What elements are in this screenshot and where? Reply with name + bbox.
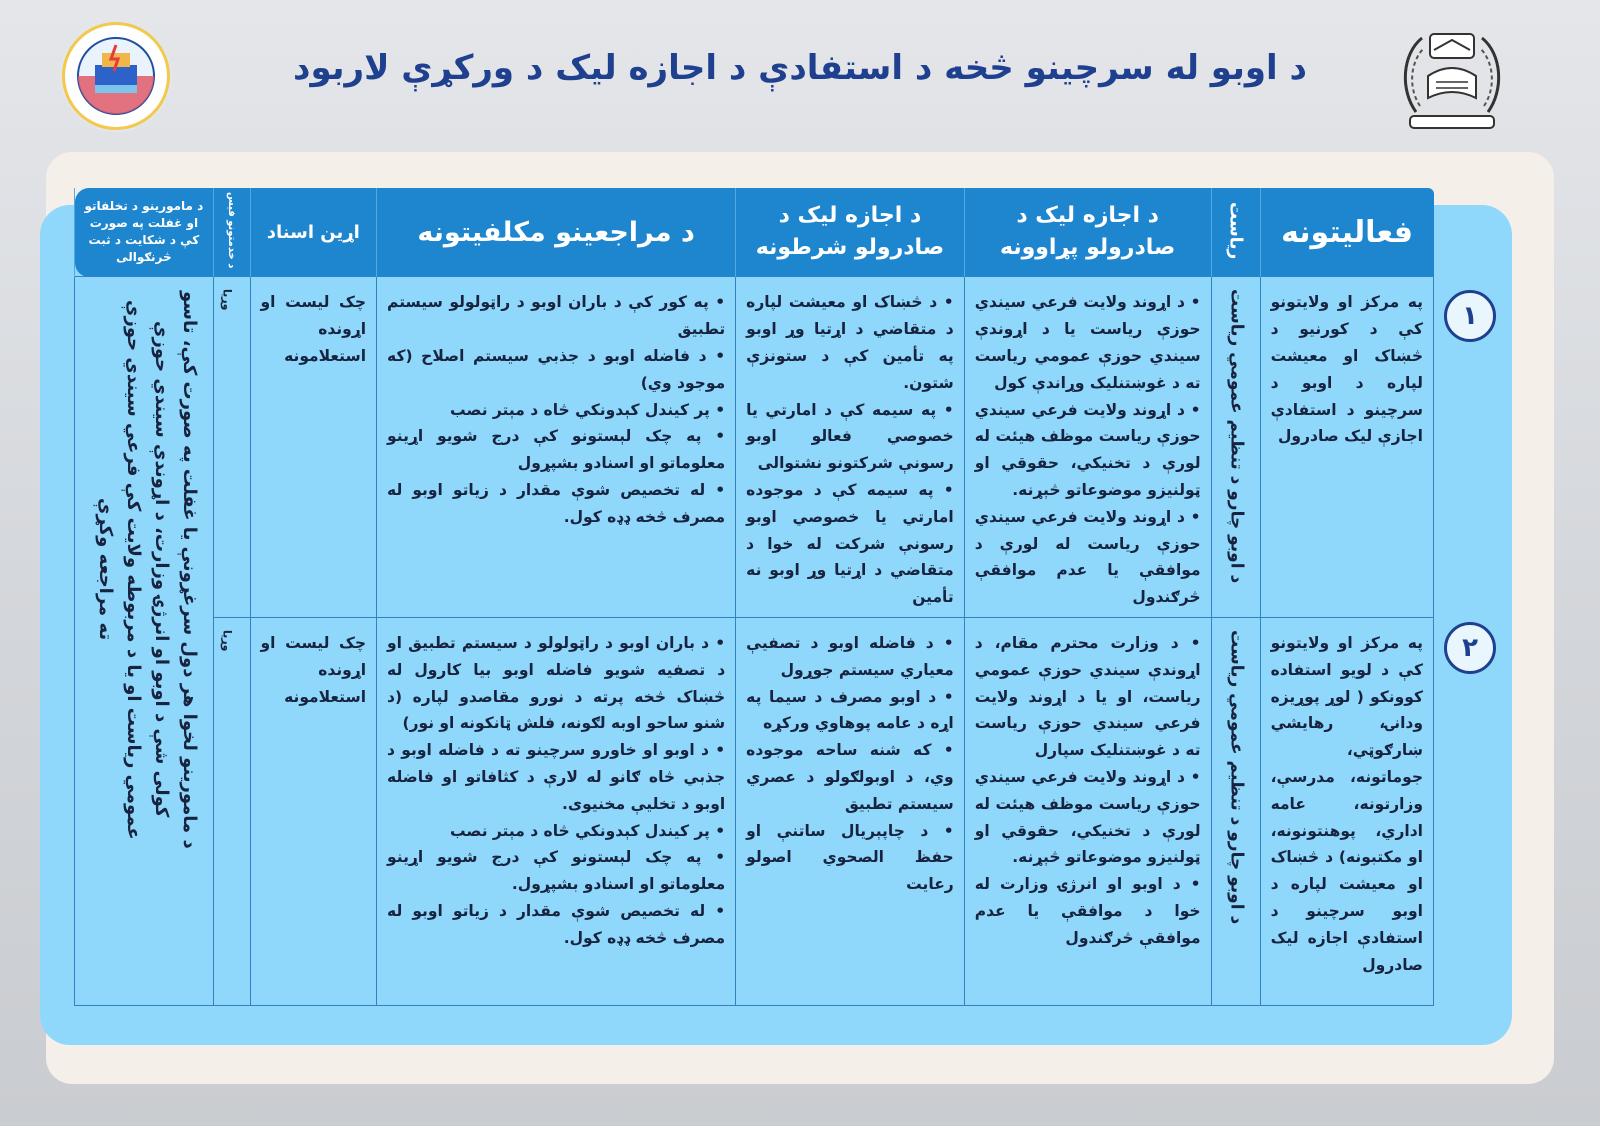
- documents-cell: چک لیست او اړونده استعلامونه: [250, 277, 377, 618]
- complaint-cell: د مامورینو لخوا هر دول سرغړونې یا غفلت په صورت کې، تاسو کولی شې د اوبو او انرژۍ وزارت، د اړوندې سیندي حوزې عمومي ریاست او یا د مربوطه ولایت کې فرعي سیندي حوزې ته مراجعه وکړې: [75, 277, 214, 1006]
- condition-item: • په سیمه کې د موجوده امارتي یا خصوصي اوبو رسونې شرکت له خوا د متقاضي د اړتیا وړ اوبو نه تأمین: [746, 481, 954, 607]
- condition-item: • د چاپېریال ساتنې او حفظ الصحوي اصولو رعایت: [746, 821, 954, 894]
- obligation-item: • د اوبو او خاورو سرچینو ته د فاضله اوبو د جذبي څاه ګانو له لارې د کثافاتو او فاضله اوبو د تخلیې مخنیوی.: [387, 741, 726, 813]
- condition-item: • که شنه ساحه موجوده وي، د اوبولګولو د عصري سیستم تطبیق: [746, 741, 954, 813]
- obligation-item: • د باران اوبو د راټولولو د سیستم تطبیق او د تصفیه شویو فاضله اوبو بیا کارول له څښاک څخه پرته د نورو مقاصدو لپاره (د شنو ساحو اوبه لګونه، فلش ټانکونه او نور): [387, 633, 726, 733]
- fee-cell: وړیا: [213, 277, 250, 618]
- procedure-step: • د اړوند ولایت فرعي سیندي حوزې ریاست له لورې د موافقې یا عدم موافقې څرګندول: [974, 507, 1201, 607]
- procedure-table: [74, 188, 1434, 980]
- obligation-item: • په چک لېستونو کې درج شویو اړینو معلوماتو او اسنادو بشپړول.: [387, 848, 726, 894]
- row-number-badge: ١: [1444, 290, 1496, 342]
- table-row: [75, 277, 1434, 618]
- conditions-cell: [736, 617, 965, 1005]
- header-conditions: د اجازه لیک د صادرولو شرطونه: [736, 188, 965, 277]
- conditions-cell: [736, 277, 965, 618]
- condition-item: • د څښاک او معیشت لپاره د متقاضي د اړتیا وړ اوبو په تأمین کې د ستونزې شتون.: [746, 293, 954, 392]
- obligation-item: • له تخصیص شوې مقدار د زیاتو اوبو له مصرف څخه ډډه کول.: [387, 901, 726, 947]
- directorate-cell: د اوبو چارو د تنظیم عمومي ریاست: [1211, 277, 1260, 618]
- header-documents: اړین اسناد: [250, 188, 377, 277]
- condition-item: • د فاضله اوبو د تصفیې معیاري سیستم جوړول: [746, 633, 954, 679]
- procedure-step: • د اړوند ولایت فرعي سیندي حوزې ریاست موظف هیئت له لورې د تخنیکي، حقوقي او ټولنیزو موضوعاتو څېړنه.: [974, 767, 1201, 867]
- row-number-badge: ٢: [1444, 622, 1496, 674]
- obligation-item: • پر کیندل کېدونکي څاه د مېتر نصب: [450, 821, 726, 840]
- obligation-item: • پر کیندل کېدونکي څاه د مېتر نصب: [450, 400, 726, 419]
- procedure-step: • د اوبو او انرژۍ وزارت له خوا د موافقې یا عدم موافقې څرګندول: [974, 875, 1201, 947]
- table-row: [75, 617, 1434, 1005]
- documents-cell: چک لیست او اړونده استعلامونه: [250, 617, 377, 1005]
- condition-item: • د اوبو مصرف د سیما په اړه د عامه پوهاوي ورکړه: [746, 687, 954, 733]
- activity-cell: په مرکز او ولایتونو کې د کورنیو د څښاک او معیشت لپاره د اوبو د سرچینو د استفادې اجازې لیک صادرول: [1260, 277, 1433, 618]
- header-directorate: ریاست: [1211, 188, 1260, 277]
- obligations-cell: [377, 617, 736, 1005]
- activity-cell: په مرکز او ولایتونو کې د لویو استفاده کوونکو ( لوړ پوړیزه ودانۍ، رهایشي ښارګوټي، جوماتونه، مدرسې، وزارتونه، عامه اداري، پوهنتونونه، او مکتبونه) د څښاک او معیشت لپاره د اوبو سرچینو د استفادې اجازه لیک صادرول: [1260, 617, 1433, 1005]
- directorate-cell: د اوبو چارو د تنظیم عمومي ریاست: [1211, 617, 1260, 1005]
- header-procedure: د اجازه لیک د صادرولو پړاوونه: [964, 188, 1211, 277]
- procedure-step: • د وزارت محترم مقام، د اړوندې سیندي حوزې عمومي ریاست، او یا د اړوند ولایت فرعي سیندي حوزې ریاست ته د غوښتنلیک سپارل: [974, 633, 1201, 760]
- procedure-step: • د اړوند ولایت فرعي سیندي حوزې ریاست موظف هیئت له لورې د تخنیکي، حقوقي او ټولنیزو موضوعاتو څېړنه.: [974, 400, 1201, 499]
- obligation-item: • د فاضله اوبو د جذبي سیستم اصلاح (که موجود وي): [387, 347, 726, 392]
- obligation-item: • له تخصیص شوې مقدار د زیاتو اوبو له مصرف څخه ډډه کول.: [387, 481, 726, 526]
- header-activity: فعالیتونه: [1260, 188, 1433, 277]
- header-complaint: د مامورینو د تخلفاتو او غفلت په صورت کې د شکایت د ثبت څرنګوالی: [75, 188, 214, 277]
- header-obligations: د مراجعینو مکلفیتونه: [377, 188, 736, 277]
- procedure-cell: [964, 277, 1211, 618]
- obligation-item: • په کور کې د باران اوبو د راټولولو سیستم تطبیق: [387, 293, 726, 339]
- ministry-logo: [62, 22, 170, 130]
- obligation-item: • په چک لېستونو کې درج شویو اړینو معلوماتو او اسنادو بشپړول: [387, 427, 726, 473]
- obligations-cell: [377, 277, 736, 618]
- state-emblem: [1396, 20, 1508, 136]
- procedure-step: • د اړوند ولایت فرعي سیندي حوزې ریاست یا د اړوندې سیندي حوزې عمومي ریاست ته د غوښتنلیک وړاندې کول: [974, 293, 1201, 392]
- page-title: د اوبو له سرچینو څخه د استفادې د اجازه لیک د ورکړې لاربود: [293, 48, 1307, 88]
- fee-cell: وړیا: [213, 617, 250, 1005]
- header-service-fee: د خدمتونو فیس: [213, 188, 250, 277]
- condition-item: • په سیمه کې د امارتي یا خصوصي فعالو اوبو رسونې شرکتونو نشتوالی: [746, 400, 954, 473]
- procedure-cell: [964, 617, 1211, 1005]
